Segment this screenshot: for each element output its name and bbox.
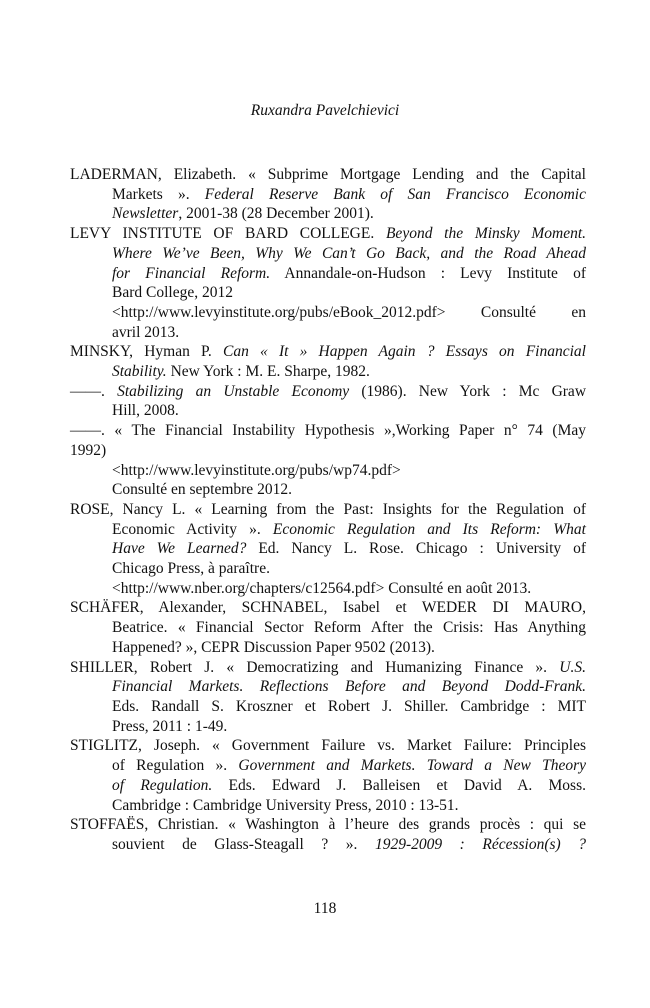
ref-line: ROSE, Nancy L. « Learning from the Past: Insights for the Regulation of <box>70 500 586 518</box>
ref-line: of Regulation. Eds. Edward J. Balleisen et David A. Moss. <box>112 776 586 794</box>
ref-url: <http://www.levyinstitute.org/pubs/eBook_2012.pdf> Consulté en <box>112 303 586 321</box>
ref-laderman <box>70 165 586 224</box>
ref-line: Press, 2011 : 1-49. <box>112 717 228 735</box>
ref-stiglitz <box>70 736 586 815</box>
ref-minsky-1982 <box>70 342 586 381</box>
ref-levy <box>70 224 586 342</box>
ref-line: Newsletter, 2001-38 (28 December 2001). <box>112 205 374 223</box>
ref-minsky-1992 <box>70 421 586 500</box>
ref-line: Chicago Press, à paraître. <box>112 560 270 578</box>
ref-line: STIGLITZ, Joseph. « Government Failure vs. Market Failure: Principles <box>70 737 586 755</box>
ref-line: Bard College, 2012 <box>112 284 233 302</box>
ref-line: Cambridge : Cambridge University Press, 2010 : 13-51. <box>112 796 459 814</box>
ref-line: 1992) <box>70 441 107 459</box>
ref-line: MINSKY, Hyman P. Can « It » Happen Again ? Essays on Financial <box>70 343 586 361</box>
ref-line: Financial Markets. Reflections Before and Beyond Dodd-Frank. <box>112 678 586 696</box>
ref-line: SCHÄFER, Alexander, SCHNABEL, Isabel et WEDER DI MAURO, <box>70 599 586 617</box>
ref-rose <box>70 500 586 599</box>
ref-shiller <box>70 658 586 737</box>
ref-line: for Financial Reform. Annandale-on-Hudson : Levy Institute of <box>112 264 586 282</box>
ref-line: Hill, 2008. <box>112 402 179 420</box>
running-header: Ruxandra Pavelchievici <box>250 102 400 119</box>
ref-line: ——. Stabilizing an Unstable Economy (1986). New York : Mc Graw <box>70 382 587 400</box>
ref-line: Have We Learned? Ed. Nancy L. Rose. Chicago : University of <box>112 540 586 558</box>
ref-url: <http://www.levyinstitute.org/pubs/wp74.pdf> <box>112 461 401 479</box>
ref-line: Consulté en septembre 2012. <box>112 481 292 499</box>
ref-line: LADERMAN, Elizabeth. « Subprime Mortgage Lending and the Capital <box>70 166 586 183</box>
ref-url: <http://www.nber.org/chapters/c12564.pdf> Consulté en août 2013. <box>112 579 532 597</box>
ref-line: of Regulation ». Government and Markets. Toward a New Theory <box>112 757 586 775</box>
ref-line: Eds. Randall S. Kroszner et Robert J. Shiller. Cambridge : MIT <box>112 697 586 715</box>
ref-line: STOFFAËS, Christian. « Washington à l’heure des grands procès : qui se <box>70 816 586 834</box>
ref-line: Economic Activity ». Economic Regulation and Its Reform: What <box>112 520 586 538</box>
ref-stoffaes <box>70 815 586 854</box>
ref-line: SHILLER, Robert J. « Democratizing and Humanizing Finance ». U.S. <box>70 658 586 676</box>
bibliography-list <box>70 165 586 855</box>
ref-line: avril 2013. <box>112 323 180 341</box>
page-number: 118 <box>313 900 337 917</box>
ref-line: Beatrice. « Financial Sector Reform After the Crisis: Has Anything <box>112 619 586 637</box>
ref-line: souvient de Glass-Steagall ? ». 1929-2009 : Récession(s) ? <box>112 835 586 853</box>
ref-line: ——. « The Financial Instability Hypothesis »,Working Paper n° 74 (May <box>70 422 586 440</box>
ref-line: Markets ». Federal Reserve Bank of San Francisco Economic <box>112 185 586 203</box>
ref-line: Where We’ve Been, Why We Can’t Go Back, and the Road Ahead <box>112 244 586 262</box>
ref-line: LEVY INSTITUTE OF BARD COLLEGE. Beyond the Minsky Moment. <box>70 225 586 243</box>
ref-line: Stability. New York : M. E. Sharpe, 1982. <box>112 363 370 381</box>
ref-minsky-2008 <box>70 382 586 421</box>
ref-schafer <box>70 598 586 657</box>
ref-line: Happened? », CEPR Discussion Paper 9502 (2013). <box>112 638 435 656</box>
